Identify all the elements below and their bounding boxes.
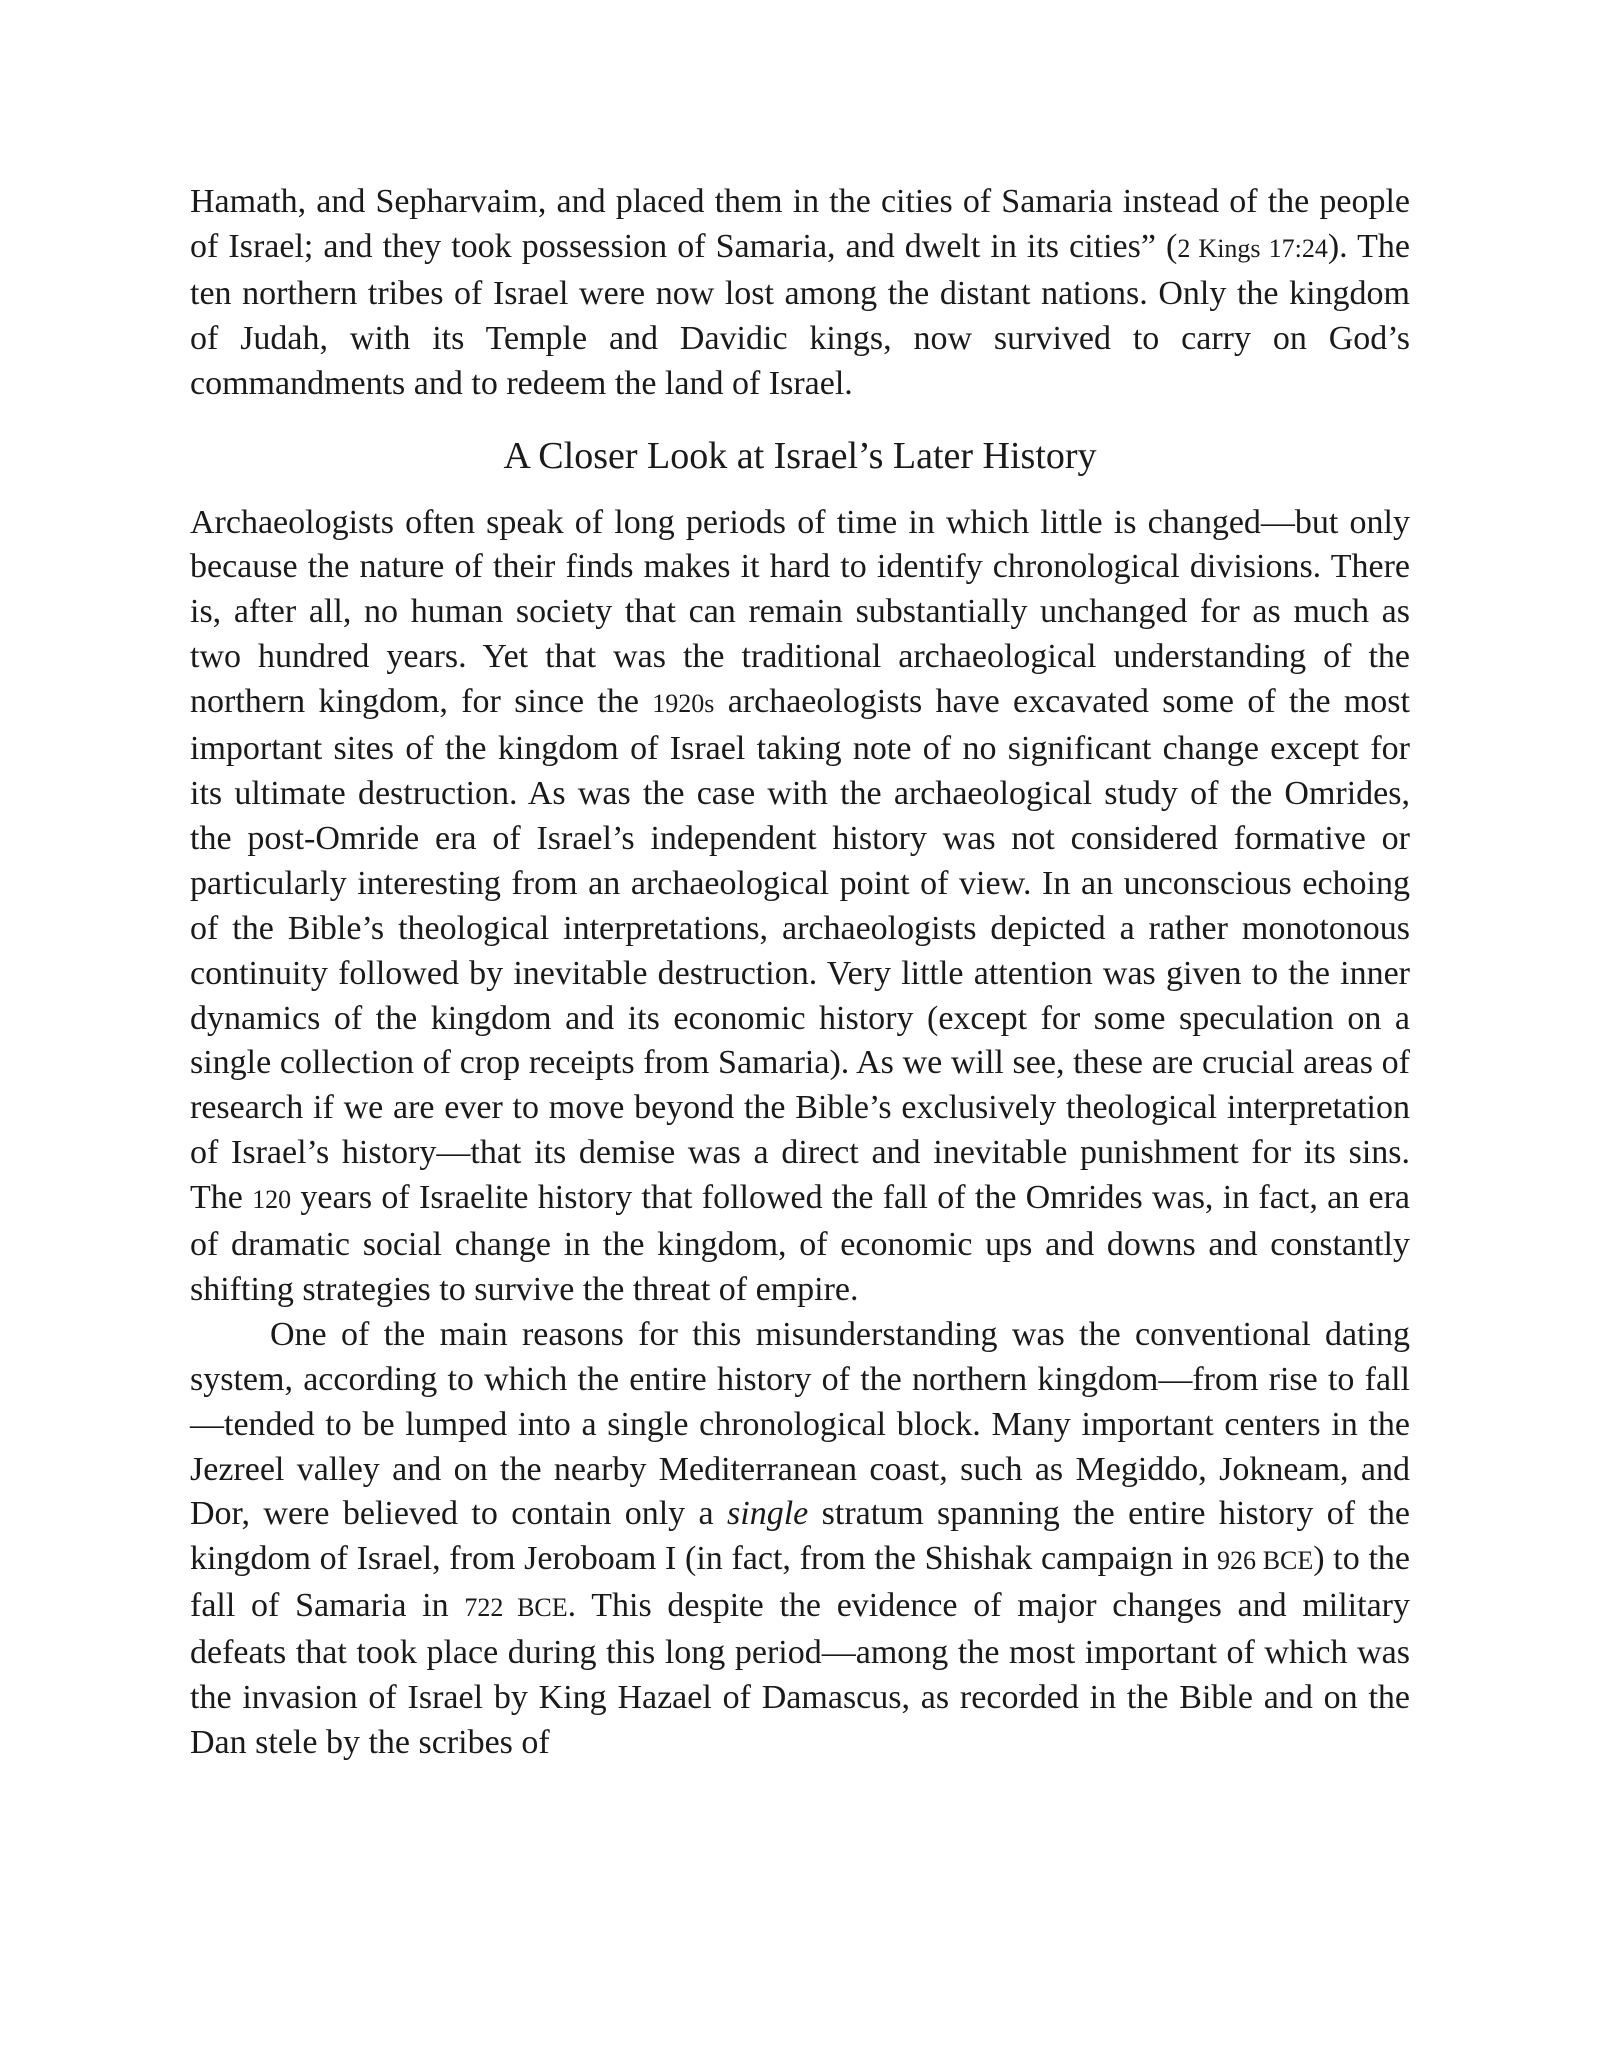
page-body <box>190 180 1410 1766</box>
paragraph-text: ). The ten northern tribes of Israel were now lost among the distant nations. Only the kingdom of Judah, with its Temple and Davidic kings, now survived to carry on God’s commandments and to redeem the land of Israel. <box>190 227 1410 402</box>
paragraph-reasons <box>190 1313 1410 1766</box>
date-shishak-campaign: 926 BCE <box>1217 1546 1314 1576</box>
decade-number: 1920s <box>652 689 715 719</box>
scripture-reference: 2 Kings 17:24 <box>1177 233 1328 263</box>
paragraph-archaeologists <box>190 501 1410 1313</box>
paragraph-text: years of Israelite history that followed the fall of the Omrides was, in fact, an era of dramatic social change in the kingdom, of economic ups and downs and constantly shifting strategies to survive the threat of empire. <box>190 1179 1411 1308</box>
paragraph-text: stratum spanning the entire history of the kingdom of Israel, from Jeroboam I (in fact, from the Shishak campaign in <box>190 1495 1410 1578</box>
paragraph-text: Archaeologists often speak of long periods of time in which little is changed—but only because the nature of their finds makes it hard to identify chronological divisions. There is, after all, no human society that can remain substantially unchanged for as much as two hundred years. Yet that was the traditional archaeological understanding of the northern kingdom, for since the <box>190 503 1410 721</box>
years-number: 120 <box>252 1185 292 1215</box>
date-fall-of-samaria: 722 BCE <box>464 1593 568 1623</box>
paragraph-text: One of the main reasons for this misunderstanding was the conventional dating system, according to which the entire history of the northern kingdom—from rise to fall—tended to be lumped into a single chronological block. Many important centers in the Jezreel valley and on the nearby Mediterranean coast, such as Megiddo, Jokneam, and Dor, were believed to contain only a <box>190 1315 1410 1533</box>
paragraph-continued <box>190 180 1410 407</box>
paragraph-text: Hamath, and Sepharvaim, and placed them in the cities of Samaria instead of the people of Israel; and they took possession of Samaria, and dwelt in its cities” ( <box>190 183 1410 265</box>
paragraph-text: . This despite the evidence of major changes and military defeats that took place during this long period—among the most important of which was the invasion of Israel by King Hazael of Damascus, as recorded in the Bible and on the Dan stele by the scribes of <box>190 1587 1410 1761</box>
emphasized-word: single <box>727 1495 809 1533</box>
section-heading: A Closer Look at Israel’s Later History <box>503 434 1097 477</box>
paragraph-text: ) to the fall of Samaria in <box>190 1540 1410 1625</box>
paragraph-text: archaeologists have excavated some of the most important sites of the kingdom of Israel taking note of no significant change except for its ultimate destruction. As was the case with the archaeological study of the Omrides, the post-Omride era of Israel’s independent history was not considered formative or particularly interesting from an archaeological point of view. In an unconscious echoing of the Bible’s theological interpretations, archaeologists depicted a rather monotonous continuity followed by inevitable destruction. Very little attention was given to the inner dynamics of the kingdom and its economic history (except for some speculation on a single collection of crop receipts from Samaria). As we will see, these are crucial areas of research if we are ever to move beyond the Bible’s exclusively theological interpretation of Israel’s history—that its demise was a direct and inevitable punishment for its sins. The <box>190 683 1410 1217</box>
